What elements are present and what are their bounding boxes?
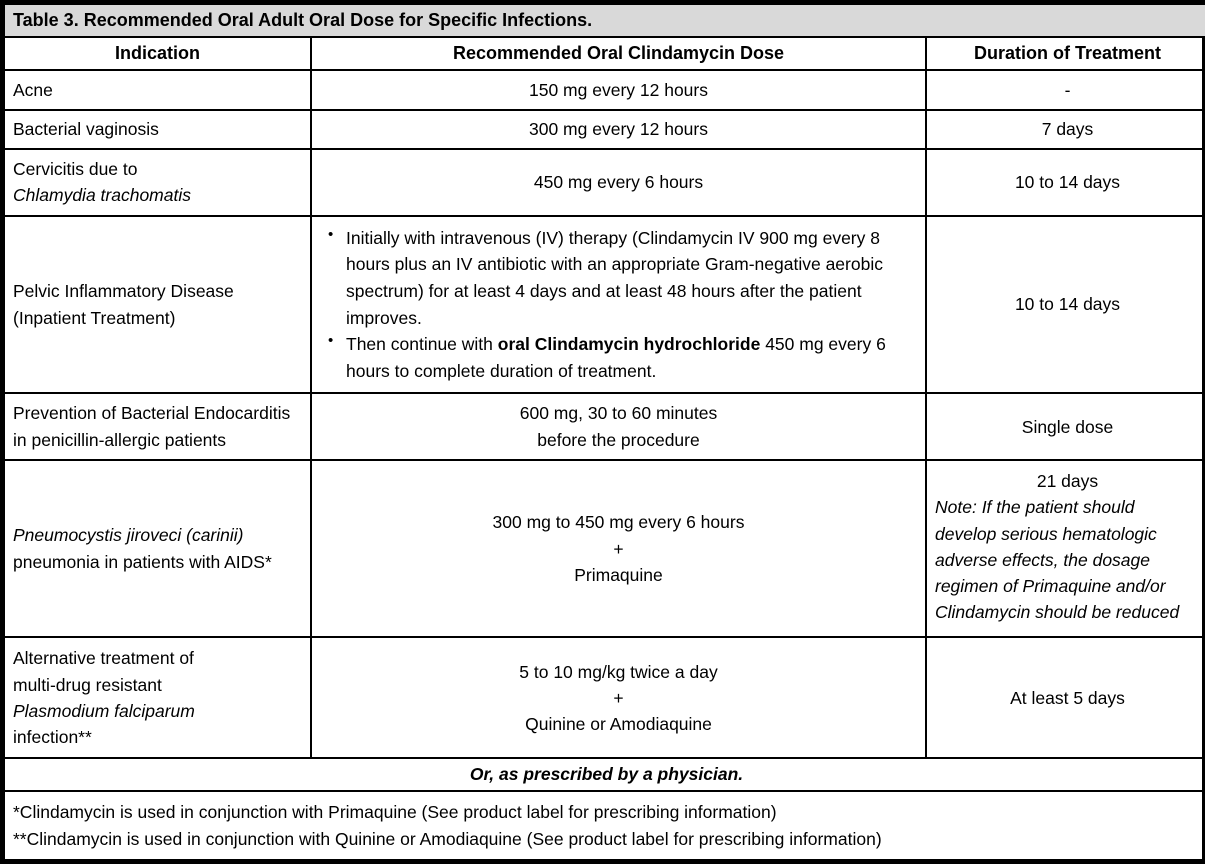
dose-malaria — [311, 637, 926, 758]
pneumocystis-organism: Pneumocystis jiroveci (carinii) — [13, 525, 244, 546]
pneumocystis-duration-note: Note: If the patient should develop serious hematologic adverse effects, the dosage regimen of Primaquine and/or Clindamycin should be reduced — [935, 497, 1180, 623]
indication-pneumocystis-pneumonia — [4, 460, 311, 637]
pneumocystis-dose-plus: + — [613, 538, 624, 559]
pneumocystis-duration-main: 21 days — [1036, 471, 1099, 492]
duration-pneumocystis-pneumonia — [926, 460, 1205, 637]
malaria-line-4: infection** — [13, 727, 92, 748]
table-row — [4, 216, 1205, 393]
endocarditis-dose-line-2: before the procedure — [537, 429, 700, 450]
pneumocystis-rest: pneumonia in patients with AIDS* — [13, 551, 272, 572]
footnote-double-asterisk: **Clindamycin is used in conjunction with Quinine or Amodiaquine (See product label for prescribing information) — [13, 828, 882, 849]
dose-endocarditis-prevention — [311, 393, 926, 460]
malaria-line-1: Alternative treatment of — [13, 648, 194, 669]
indication-malaria — [4, 637, 311, 758]
endocarditis-dose-line-1: 600 mg, 30 to 60 minutes — [519, 403, 718, 424]
dose-bullet-list — [320, 225, 917, 385]
table-row — [4, 460, 1205, 637]
column-header-dose: Recommended Oral Clindamycin Dose — [311, 37, 926, 70]
malaria-dose-line-1: 5 to 10 mg/kg twice a day — [519, 661, 718, 682]
table-row — [4, 70, 1205, 110]
indication-acne: Acne — [4, 70, 311, 110]
table-title: Table 3. Recommended Oral Adult Oral Dose for Specific Infections. — [4, 4, 1205, 37]
recommended-dose-table — [3, 3, 1205, 861]
dose-cervicitis: 450 mg every 6 hours — [311, 149, 926, 216]
malaria-dose-plus: + — [613, 687, 624, 708]
dose-acne: 150 mg every 12 hours — [311, 70, 926, 110]
bullet2-bold-drug: oral Clindamycin hydrochloride — [497, 334, 761, 355]
bullet2-prefix: Then continue with — [346, 334, 498, 355]
list-item — [324, 331, 917, 384]
duration-cervicitis: 10 to 14 days — [926, 149, 1205, 216]
table-row — [4, 149, 1205, 216]
indication-endocarditis-prevention: Prevention of Bacterial Endocarditis in penicillin-allergic patients — [4, 393, 311, 460]
duration-malaria: At least 5 days — [926, 637, 1205, 758]
pneumocystis-dose-line-3: Primaquine — [574, 564, 663, 585]
table-row — [4, 393, 1205, 460]
dose-bacterial-vaginosis: 300 mg every 12 hours — [311, 110, 926, 150]
cervicitis-organism: Chlamydia trachomatis — [13, 185, 191, 206]
table-title-row — [4, 4, 1205, 37]
column-header-indication: Indication — [4, 37, 311, 70]
dose-pelvic-inflammatory-disease — [311, 216, 926, 393]
cervicitis-line-1: Cervicitis due to — [13, 159, 138, 180]
duration-pelvic-inflammatory-disease: 10 to 14 days — [926, 216, 1205, 393]
bullet2-suffix: 450 mg every 6 hours to complete duration of treatment. — [346, 334, 886, 381]
pneumocystis-dose-line-1: 300 mg to 450 mg every 6 hours — [492, 512, 745, 533]
duration-bacterial-vaginosis: 7 days — [926, 110, 1205, 150]
indication-pelvic-inflammatory-disease — [4, 216, 311, 393]
column-header-duration: Duration of Treatment — [926, 37, 1205, 70]
footnotes-row — [4, 791, 1205, 860]
duration-endocarditis-prevention: Single dose — [926, 393, 1205, 460]
indication-bacterial-vaginosis: Bacterial vaginosis — [4, 110, 311, 150]
table-row — [4, 110, 1205, 150]
indication-cervicitis — [4, 149, 311, 216]
prescribed-by-physician-note: Or, as prescribed by a physician. — [4, 758, 1205, 791]
footnotes — [4, 791, 1205, 860]
malaria-dose-line-3: Quinine or Amodiaquine — [525, 714, 712, 735]
table-header-row — [4, 37, 1205, 70]
prescribed-note-row — [4, 758, 1205, 791]
pid-line-1: Pelvic Inflammatory Disease — [13, 281, 234, 302]
duration-acne: - — [926, 70, 1205, 110]
footnote-single-asterisk: *Clindamycin is used in conjunction with Primaquine (See product label for prescribing information) — [13, 801, 777, 822]
list-item: • Initially with intravenous (IV) therapy (Clindamycin IV 900 mg every 8 hours plus an IV antibiotic with an appropriate Gram-negative aerobic spectrum) for at least 4 days and at least 48 hours after the patient improves. — [324, 225, 917, 331]
pid-line-2: (Inpatient Treatment) — [13, 307, 176, 328]
table-row — [4, 637, 1205, 758]
malaria-line-2: multi-drug resistant — [13, 674, 162, 695]
malaria-organism: Plasmodium falciparum — [13, 700, 195, 721]
dose-pneumocystis-pneumonia — [311, 460, 926, 637]
